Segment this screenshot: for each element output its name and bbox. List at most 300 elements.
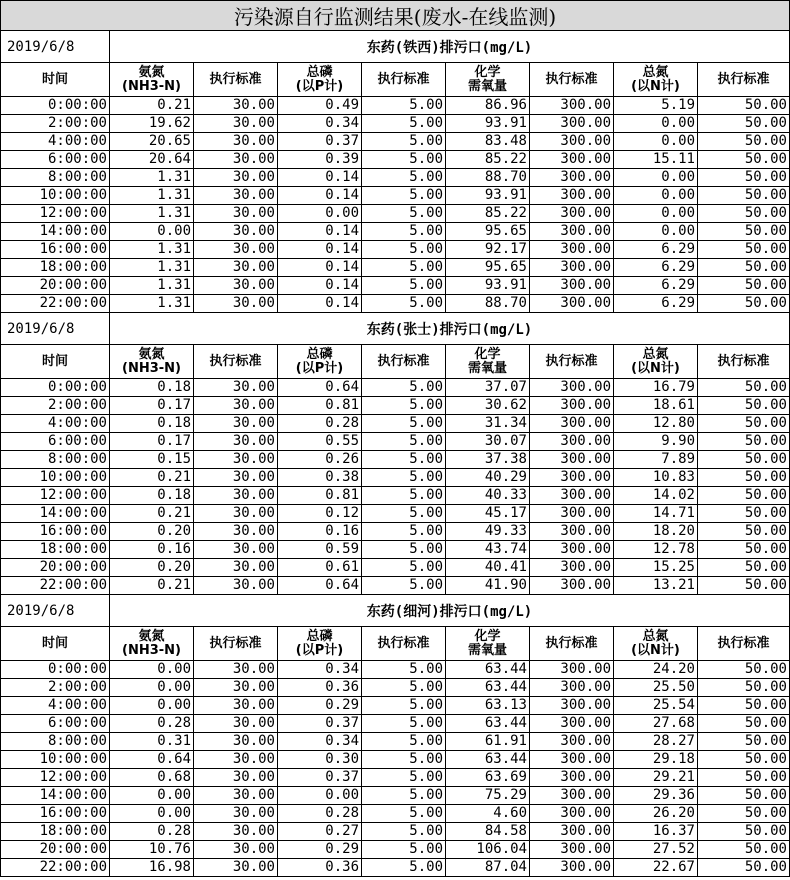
table-cell: 30.00: [194, 397, 278, 415]
table-cell: 1.31: [110, 241, 194, 259]
table-cell: 0.00: [614, 187, 698, 205]
table-cell: 93.91: [446, 187, 530, 205]
table-cell: 16.37: [614, 823, 698, 841]
column-header-line1: 总磷: [306, 64, 333, 80]
column-header-line1: 氨氮: [138, 64, 165, 80]
table-cell: 63.44: [446, 751, 530, 769]
column-header-line2: 需氧量: [467, 78, 507, 94]
table-cell: 0.34: [278, 733, 362, 751]
table-cell: 50.00: [698, 379, 790, 397]
table-cell: 5.00: [362, 295, 446, 313]
table-cell: 5.00: [362, 841, 446, 859]
table-cell: 14.02: [614, 487, 698, 505]
column-header: [278, 63, 362, 97]
table-cell: 0.14: [278, 277, 362, 295]
column-header-line1: 执行标准: [717, 635, 770, 651]
table-row: [1, 541, 790, 559]
table-cell: 50.00: [698, 433, 790, 451]
table-cell: 300.00: [530, 769, 614, 787]
table-cell: 28.27: [614, 733, 698, 751]
column-header: [446, 63, 530, 97]
table-cell: 0.14: [278, 169, 362, 187]
table-cell: 22.67: [614, 859, 698, 877]
table-cell: 0.39: [278, 151, 362, 169]
table-cell: 13.21: [614, 577, 698, 595]
table-cell: 5.00: [362, 805, 446, 823]
column-header: [530, 627, 614, 661]
table-cell: 5.00: [362, 697, 446, 715]
table-cell: 86.96: [446, 97, 530, 115]
column-header-row: [1, 63, 790, 97]
section-header-row: [1, 31, 790, 63]
table-cell: 15.11: [614, 151, 698, 169]
table-cell: 30.00: [194, 487, 278, 505]
table-cell: 300.00: [530, 97, 614, 115]
table-cell: 93.91: [446, 115, 530, 133]
table-cell: 5.00: [362, 397, 446, 415]
table-cell: 1.31: [110, 205, 194, 223]
table-cell: 95.65: [446, 223, 530, 241]
table-cell: 300.00: [530, 559, 614, 577]
table-cell: 0.14: [278, 259, 362, 277]
table-cell: 0.64: [110, 751, 194, 769]
column-header-line2: 需氧量: [467, 642, 507, 658]
table-cell: 50.00: [698, 469, 790, 487]
table-cell: 30.00: [194, 841, 278, 859]
table-cell: 5.00: [362, 487, 446, 505]
column-header-line2: (NH3-N): [122, 642, 181, 658]
column-header-line1: 执行标准: [545, 635, 598, 651]
table-cell: 1.31: [110, 187, 194, 205]
column-header: [194, 627, 278, 661]
table-body: [1, 1, 790, 877]
column-header-line1: 执行标准: [377, 353, 430, 369]
table-cell: 5.19: [614, 97, 698, 115]
table-cell: 30.00: [194, 415, 278, 433]
table-cell: 5.00: [362, 205, 446, 223]
table-cell: 1.31: [110, 277, 194, 295]
table-cell: 18.61: [614, 397, 698, 415]
table-cell: 75.29: [446, 787, 530, 805]
sheet-title: 污染源自行监测结果(废水-在线监测): [1, 1, 790, 31]
table-row: [1, 115, 790, 133]
table-cell: 0:00:00: [1, 379, 110, 397]
table-cell: 30.00: [194, 97, 278, 115]
table-cell: 4:00:00: [1, 697, 110, 715]
table-cell: 50.00: [698, 295, 790, 313]
column-header: [110, 345, 194, 379]
table-cell: 300.00: [530, 679, 614, 697]
table-cell: 5.00: [362, 859, 446, 877]
table-cell: 50.00: [698, 397, 790, 415]
table-cell: 5.00: [362, 733, 446, 751]
table-cell: 0.14: [278, 295, 362, 313]
table-cell: 2:00:00: [1, 679, 110, 697]
table-cell: 27.52: [614, 841, 698, 859]
table-cell: 30.00: [194, 187, 278, 205]
table-cell: 5.00: [362, 97, 446, 115]
table-row: [1, 751, 790, 769]
table-cell: 0.00: [110, 697, 194, 715]
table-cell: 30.00: [194, 241, 278, 259]
table-cell: 25.54: [614, 697, 698, 715]
table-cell: 0.68: [110, 769, 194, 787]
column-header: [530, 63, 614, 97]
table-cell: 300.00: [530, 859, 614, 877]
table-cell: 50.00: [698, 751, 790, 769]
table-cell: 5.00: [362, 151, 446, 169]
table-cell: 14:00:00: [1, 787, 110, 805]
table-cell: 30.00: [194, 787, 278, 805]
table-row: [1, 295, 790, 313]
table-cell: 50.00: [698, 523, 790, 541]
table-cell: 10.83: [614, 469, 698, 487]
table-cell: 43.74: [446, 541, 530, 559]
table-cell: 5.00: [362, 379, 446, 397]
table-cell: 5.00: [362, 241, 446, 259]
column-header: [194, 345, 278, 379]
table-cell: 50.00: [698, 151, 790, 169]
table-cell: 88.70: [446, 295, 530, 313]
table-cell: 300.00: [530, 223, 614, 241]
table-row: [1, 451, 790, 469]
table-row: [1, 487, 790, 505]
column-header: [1, 627, 110, 661]
table-cell: 5.00: [362, 715, 446, 733]
table-cell: 300.00: [530, 577, 614, 595]
table-cell: 50.00: [698, 697, 790, 715]
table-cell: 93.91: [446, 277, 530, 295]
table-cell: 0.49: [278, 97, 362, 115]
table-cell: 50.00: [698, 223, 790, 241]
table-row: [1, 697, 790, 715]
table-row: [1, 505, 790, 523]
table-cell: 22:00:00: [1, 859, 110, 877]
table-cell: 30.00: [194, 505, 278, 523]
column-header-line1: 执行标准: [209, 71, 262, 87]
table-cell: 0.00: [110, 787, 194, 805]
table-cell: 29.21: [614, 769, 698, 787]
column-header-line1: 执行标准: [209, 635, 262, 651]
table-cell: 4:00:00: [1, 133, 110, 151]
table-cell: 0.29: [278, 841, 362, 859]
column-header-line1: 执行标准: [717, 353, 770, 369]
column-header-line1: 氨氮: [138, 628, 165, 644]
column-header-line2: (以N计): [631, 642, 680, 658]
table-cell: 300.00: [530, 295, 614, 313]
section-header-row: [1, 313, 790, 345]
table-cell: 50.00: [698, 715, 790, 733]
table-cell: 5.00: [362, 451, 446, 469]
table-cell: 40.29: [446, 469, 530, 487]
table-cell: 63.44: [446, 715, 530, 733]
table-row: [1, 469, 790, 487]
table-cell: 30.07: [446, 433, 530, 451]
column-header: [446, 627, 530, 661]
table-cell: 9.90: [614, 433, 698, 451]
column-header-line1: 执行标准: [545, 353, 598, 369]
table-cell: 0.55: [278, 433, 362, 451]
table-cell: 41.90: [446, 577, 530, 595]
table-cell: 15.25: [614, 559, 698, 577]
table-row: [1, 805, 790, 823]
column-header: [362, 63, 446, 97]
table-row: [1, 379, 790, 397]
table-cell: 12.80: [614, 415, 698, 433]
column-header: [1, 63, 110, 97]
column-header-line2: 需氧量: [467, 360, 507, 376]
table-cell: 30.00: [194, 223, 278, 241]
table-cell: 45.17: [446, 505, 530, 523]
table-cell: 0.28: [110, 715, 194, 733]
title-row: [1, 1, 790, 31]
table-cell: 30.00: [194, 433, 278, 451]
column-header-line2: (以P计): [295, 642, 344, 658]
table-cell: 30.00: [194, 151, 278, 169]
table-row: [1, 151, 790, 169]
table-cell: 16:00:00: [1, 241, 110, 259]
table-cell: 92.17: [446, 241, 530, 259]
table-cell: 0.12: [278, 505, 362, 523]
table-cell: 5.00: [362, 259, 446, 277]
table-row: [1, 841, 790, 859]
table-row: [1, 679, 790, 697]
table-cell: 5.00: [362, 223, 446, 241]
table-cell: 0.14: [278, 241, 362, 259]
table-cell: 50.00: [698, 169, 790, 187]
table-cell: 1.31: [110, 169, 194, 187]
table-cell: 5.00: [362, 115, 446, 133]
table-cell: 0.34: [278, 661, 362, 679]
table-cell: 30.00: [194, 541, 278, 559]
section-header-row: [1, 595, 790, 627]
table-cell: 10.76: [110, 841, 194, 859]
column-header-line2: (以N计): [631, 360, 680, 376]
table-cell: 14.71: [614, 505, 698, 523]
table-cell: 49.33: [446, 523, 530, 541]
table-cell: 30.00: [194, 469, 278, 487]
table-cell: 0.00: [110, 679, 194, 697]
table-cell: 0.17: [110, 433, 194, 451]
table-cell: 30.00: [194, 379, 278, 397]
table-cell: 0.28: [110, 823, 194, 841]
table-cell: 50.00: [698, 259, 790, 277]
table-cell: 0.00: [614, 133, 698, 151]
table-cell: 300.00: [530, 823, 614, 841]
column-header: [194, 63, 278, 97]
table-cell: 0.20: [110, 559, 194, 577]
table-cell: 50.00: [698, 541, 790, 559]
table-cell: 87.04: [446, 859, 530, 877]
table-cell: 12:00:00: [1, 487, 110, 505]
table-cell: 30.00: [194, 751, 278, 769]
table-cell: 50.00: [698, 415, 790, 433]
table-cell: 5.00: [362, 823, 446, 841]
table-cell: 0.20: [110, 523, 194, 541]
table-row: [1, 787, 790, 805]
table-row: [1, 859, 790, 877]
table-cell: 0:00:00: [1, 97, 110, 115]
column-header-row: [1, 627, 790, 661]
table-cell: 61.91: [446, 733, 530, 751]
table-cell: 300.00: [530, 805, 614, 823]
table-cell: 63.44: [446, 661, 530, 679]
table-cell: 12.78: [614, 541, 698, 559]
column-header-line1: 执行标准: [717, 71, 770, 87]
table-cell: 50.00: [698, 787, 790, 805]
table-cell: 6:00:00: [1, 715, 110, 733]
table-row: [1, 169, 790, 187]
table-cell: 300.00: [530, 487, 614, 505]
table-row: [1, 769, 790, 787]
table-cell: 29.36: [614, 787, 698, 805]
column-header-line2: (以P计): [295, 78, 344, 94]
table-cell: 300.00: [530, 115, 614, 133]
table-cell: 0.00: [110, 661, 194, 679]
table-cell: 0.00: [278, 787, 362, 805]
table-cell: 30.00: [194, 823, 278, 841]
table-cell: 30.00: [194, 697, 278, 715]
table-cell: 84.58: [446, 823, 530, 841]
table-cell: 50.00: [698, 187, 790, 205]
table-cell: 30.62: [446, 397, 530, 415]
table-cell: 0.61: [278, 559, 362, 577]
column-header-line2: (以P计): [295, 360, 344, 376]
column-header: [362, 627, 446, 661]
table-cell: 300.00: [530, 451, 614, 469]
table-cell: 20:00:00: [1, 559, 110, 577]
column-header-line1: 时间: [41, 71, 68, 87]
table-cell: 300.00: [530, 469, 614, 487]
table-cell: 5.00: [362, 169, 446, 187]
table-cell: 50.00: [698, 679, 790, 697]
table-cell: 0.64: [278, 577, 362, 595]
table-cell: 12:00:00: [1, 769, 110, 787]
column-header-line1: 化学: [474, 346, 501, 362]
table-cell: 5.00: [362, 523, 446, 541]
table-cell: 8:00:00: [1, 169, 110, 187]
section-outlet-title: 东药(细河)排污口(mg/L): [110, 595, 790, 627]
table-cell: 300.00: [530, 505, 614, 523]
table-cell: 0.81: [278, 487, 362, 505]
table-cell: 0.26: [278, 451, 362, 469]
table-cell: 0.36: [278, 859, 362, 877]
column-header: [698, 345, 790, 379]
table-cell: 0.59: [278, 541, 362, 559]
table-cell: 63.44: [446, 679, 530, 697]
column-header-line2: (NH3-N): [122, 78, 181, 94]
table-cell: 50.00: [698, 733, 790, 751]
table-cell: 37.38: [446, 451, 530, 469]
column-header-line1: 时间: [41, 353, 68, 369]
table-cell: 18:00:00: [1, 541, 110, 559]
column-header-line1: 化学: [474, 64, 501, 80]
table-cell: 16.79: [614, 379, 698, 397]
table-cell: 20:00:00: [1, 277, 110, 295]
table-cell: 2:00:00: [1, 397, 110, 415]
table-cell: 0.18: [110, 379, 194, 397]
column-header: [614, 345, 698, 379]
table-cell: 0.18: [110, 487, 194, 505]
table-cell: 5.00: [362, 769, 446, 787]
table-cell: 30.00: [194, 259, 278, 277]
table-cell: 0.38: [278, 469, 362, 487]
table-cell: 20.64: [110, 151, 194, 169]
table-cell: 37.07: [446, 379, 530, 397]
table-cell: 50.00: [698, 241, 790, 259]
table-cell: 6.29: [614, 277, 698, 295]
table-cell: 6.29: [614, 295, 698, 313]
table-cell: 50.00: [698, 841, 790, 859]
table-cell: 0.00: [110, 805, 194, 823]
column-header-line1: 执行标准: [377, 71, 430, 87]
column-header: [698, 627, 790, 661]
table-row: [1, 397, 790, 415]
table-cell: 0.16: [278, 523, 362, 541]
table-cell: 0.00: [614, 115, 698, 133]
table-cell: 24.20: [614, 661, 698, 679]
table-cell: 30.00: [194, 679, 278, 697]
column-header: [446, 345, 530, 379]
table-cell: 50.00: [698, 277, 790, 295]
table-cell: 30.00: [194, 769, 278, 787]
table-cell: 0.30: [278, 751, 362, 769]
column-header-line1: 执行标准: [377, 635, 430, 651]
table-cell: 50.00: [698, 505, 790, 523]
table-cell: 19.62: [110, 115, 194, 133]
column-header-line2: (NH3-N): [122, 360, 181, 376]
table-row: [1, 223, 790, 241]
table-cell: 50.00: [698, 859, 790, 877]
table-cell: 5.00: [362, 751, 446, 769]
table-cell: 0.81: [278, 397, 362, 415]
table-cell: 40.41: [446, 559, 530, 577]
column-header-line1: 时间: [41, 635, 68, 651]
table-cell: 30.00: [194, 733, 278, 751]
column-header-line1: 总磷: [306, 628, 333, 644]
table-cell: 6:00:00: [1, 151, 110, 169]
table-cell: 300.00: [530, 397, 614, 415]
column-header: [614, 63, 698, 97]
table-cell: 0.64: [278, 379, 362, 397]
table-row: [1, 433, 790, 451]
table-cell: 30.00: [194, 169, 278, 187]
column-header-line1: 总氮: [642, 346, 669, 362]
table-cell: 5.00: [362, 787, 446, 805]
table-cell: 0.18: [110, 415, 194, 433]
table-cell: 0.17: [110, 397, 194, 415]
table-cell: 5.00: [362, 577, 446, 595]
table-cell: 0.21: [110, 577, 194, 595]
table-cell: 26.20: [614, 805, 698, 823]
table-cell: 300.00: [530, 433, 614, 451]
table-cell: 12:00:00: [1, 205, 110, 223]
table-cell: 5.00: [362, 559, 446, 577]
table-cell: 63.13: [446, 697, 530, 715]
table-cell: 50.00: [698, 451, 790, 469]
table-cell: 5.00: [362, 187, 446, 205]
table-cell: 14:00:00: [1, 223, 110, 241]
table-row: [1, 415, 790, 433]
table-cell: 50.00: [698, 115, 790, 133]
table-cell: 300.00: [530, 715, 614, 733]
table-cell: 10:00:00: [1, 751, 110, 769]
table-cell: 40.33: [446, 487, 530, 505]
table-cell: 300.00: [530, 523, 614, 541]
column-header: [614, 627, 698, 661]
table-cell: 22:00:00: [1, 577, 110, 595]
table-cell: 30.00: [194, 451, 278, 469]
